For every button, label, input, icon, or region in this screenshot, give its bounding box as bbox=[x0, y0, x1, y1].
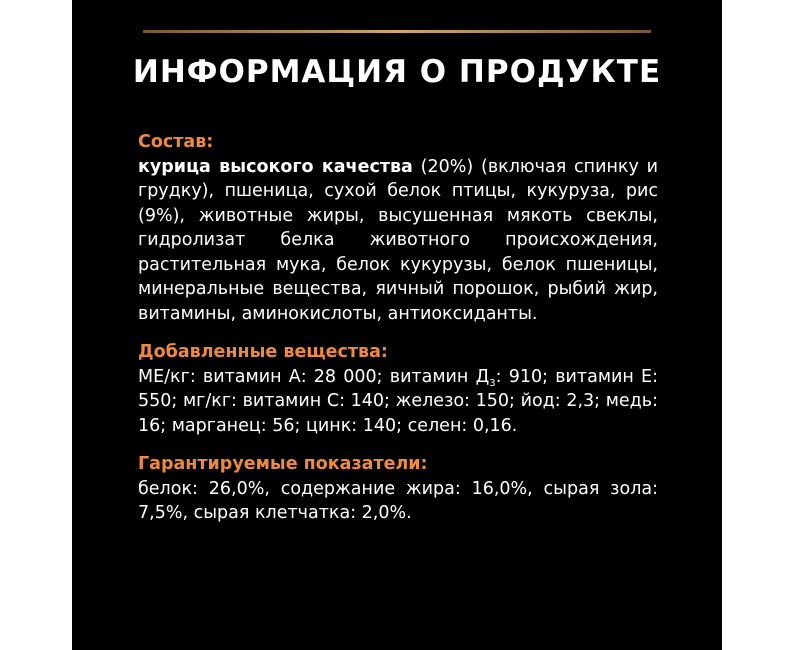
guaranteed-heading: Гарантируемые показатели: bbox=[138, 454, 428, 474]
page-title: ИНФОРМАЦИЯ О ПРОДУКТЕ bbox=[132, 54, 662, 90]
composition-lead: курица высокого качества bbox=[138, 156, 413, 177]
additives-body-start: МЕ/кг: витамин А: 28 000; витамин Д bbox=[138, 366, 490, 387]
guaranteed-text: белок: 26,0%, содержание жира: 16,0%, сырая зола: 7,5%, сырая клетчатка: 2,0%. bbox=[138, 478, 658, 523]
additives-text bbox=[138, 365, 658, 439]
composition-body: (20%) (включая спинку и грудку), пшеница, сухой белок птицы, кукуруза, рис (9%), животные жиры, высушенная мякоть свеклы, гидролизат белка животного происхождения, растительная мука, белок кукурузы, белок пшеницы, минеральные вещества, яичный порошок, рыбий жир, витамины, аминокислоты, антиоксиданты. bbox=[138, 156, 659, 324]
top-divider bbox=[143, 30, 651, 33]
composition-text bbox=[138, 155, 658, 327]
product-info-panel bbox=[72, 0, 722, 650]
product-info-content bbox=[138, 130, 658, 526]
additives-heading: Добавленные вещества: bbox=[138, 342, 388, 362]
additives-body-end: : 910; витамин Е: 550; мг/кг: витамин С: 140; железо: 150; йод: 2,3; медь: 16; марганец: 56; цинк: 140; селен: 0,16. bbox=[138, 366, 658, 436]
vitamin-d-subscript: 3 bbox=[489, 377, 496, 389]
composition-heading: Состав: bbox=[138, 132, 214, 152]
